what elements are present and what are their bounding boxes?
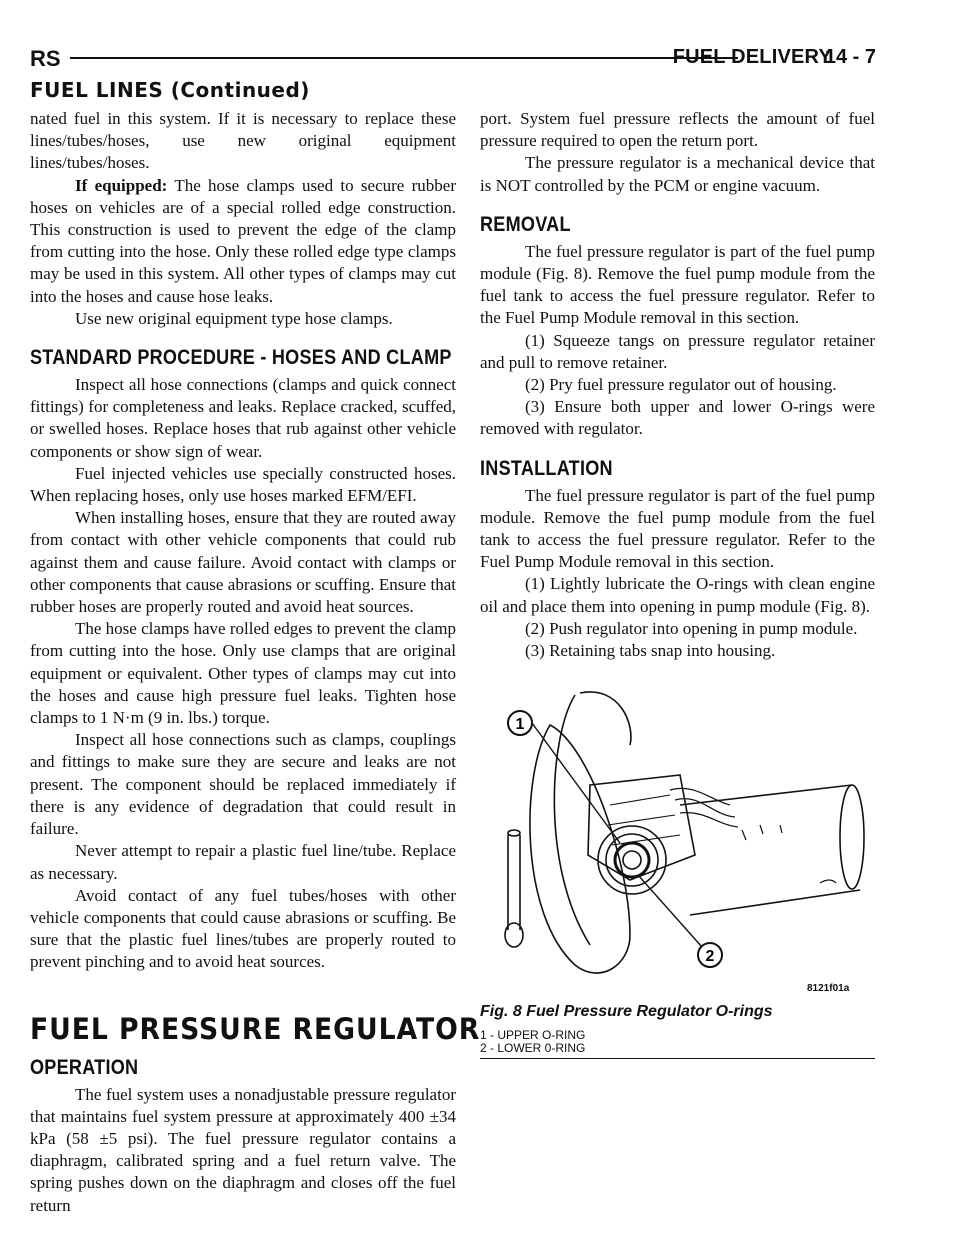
step: (2) Push regulator into opening in pump module.: [525, 618, 858, 638]
paragraph: The fuel pressure regulator is part of the fuel pump module. Remove the fuel pump module from the fuel tank to access the fuel pressure regulator. Refer to the Fuel Pump Module removal in this section.: [480, 485, 875, 572]
paragraph-text: The hose clamps used to secure rubber hoses on vehicles are of a special rolled edge construction. This construction is used to prevent the edge of the clamp from cutting into the hose. Only these rolled edge type clamps may be used in this system. All other types of clamps may cut into the hoses and cause hose leaks.: [30, 175, 456, 306]
heading-operation: OPERATION: [30, 1055, 139, 1079]
legend-item-2: 2 - LOWER 0-RING: [480, 1041, 586, 1055]
paragraph: Use new original equipment type hose clamps.: [75, 308, 393, 328]
paragraph: The fuel pressure regulator is part of the fuel pump module (Fig. 8). Remove the fuel pump module from the fuel tank to access the fuel pressure regulator. Refer to the Fuel Pump Module removal in this section.: [480, 241, 875, 328]
paragraph: The fuel system uses a nonadjustable pressure regulator that maintains fuel system pressure at approximately 400 ±34 kPa (58 ±5 psi). The fuel pressure regulator contains a diaphragm, calibrated spring and a fuel return valve. The spring pushes down on the diaphragm and closes off the fuel return: [30, 1084, 456, 1215]
step: (2) Pry fuel pressure regulator out of housing.: [525, 375, 837, 395]
legend-item-1: 1 - UPPER O-RING: [480, 1028, 586, 1042]
bold-lead: If equipped:: [75, 175, 168, 195]
paragraph: Avoid contact of any fuel tubes/hoses with other vehicle components that could cause abrasions or scuffing. Be sure that the plastic fuel lines/tubes are properly routed to prevent pinching and to avoid heat sources.: [30, 885, 456, 972]
paragraph: Never attempt to repair a plastic fuel line/tube. Replace as necessary.: [30, 841, 456, 883]
heading-standard-procedure: STANDARD PROCEDURE - HOSES AND CLAMP: [30, 346, 452, 370]
step: (3) Retaining tabs snap into housing.: [525, 641, 776, 661]
paragraph: nated fuel in this system. If it is necessary to replace these lines/tubes/hoses, use new original equipment lines/tubes/hoses.: [30, 109, 456, 173]
right-column: [480, 108, 875, 662]
legend-rule: [480, 1058, 875, 1059]
paragraph: When installing hoses, ensure that they are routed away from contact with other vehicle components that could rub against them and cause failure. Avoid contact with clamps or other components that cause abrasions or scuffing. Ensure that rubber hoses are properly routed and avoid heat sources.: [30, 508, 456, 617]
paragraph: [30, 175, 456, 308]
header-title-block: [673, 46, 832, 69]
continued-title: FUEL LINES (Continued): [30, 78, 310, 102]
paragraph: Fuel injected vehicles use specially constructed hoses. When replacing hoses, only use hoses marked EFM/EFI.: [30, 463, 456, 506]
header-page-number: 14 - 7: [824, 46, 876, 68]
figure-caption: Fig. 8 Fuel Pressure Regulator O-rings: [480, 1003, 773, 1020]
figure-fuel-pressure-regulator: [480, 665, 875, 985]
callout-1: 1: [515, 716, 525, 733]
header-section-code: RS: [30, 46, 61, 71]
paragraph: Inspect all hose connections (clamps and quick connect fittings) for completeness and leaks. Replace cracked, scuffed, or swelled hoses. Replace hoses that rub against other vehicle components or show sign of wear.: [30, 375, 456, 461]
heading-fuel-pressure-regulator: FUEL PRESSURE REGULATOR: [30, 1011, 481, 1046]
step: (1) Squeeze tangs on pressure regulator retainer and pull to remove retainer.: [480, 330, 875, 372]
paragraph: The pressure regulator is a mechanical device that is NOT controlled by the PCM or engine vacuum.: [480, 153, 875, 195]
figure-legend: [480, 1029, 585, 1055]
step: (1) Lightly lubricate the O-rings with clean engine oil and place them into opening in pump module (Fig. 8).: [480, 574, 875, 616]
paragraph: Inspect all hose connections such as clamps, couplings and fittings to make sure they are secure and leaks are not present. The component should be replaced immediately if there is any evidence of degradation that could result in failure.: [30, 730, 456, 839]
left-column: [30, 108, 481, 1217]
heading-removal: REMOVAL: [480, 212, 571, 236]
callout-2: 2: [705, 948, 715, 965]
paragraph: The hose clamps have rolled edges to prevent the clamp from cutting into the hose. Only use clamps that are original equipment or equivalent. Other types of clamps may cut into the hoses and cause high pressure fuel leaks. Tighten hose clamps to 1 N·m (9 in. lbs.) torque.: [30, 619, 456, 728]
header-title: FUEL DELIVERY: [672, 46, 832, 68]
paragraph: port. System fuel pressure reflects the amount of fuel pressure required to open the return port.: [480, 109, 875, 151]
figure-id: 8121f01a: [807, 983, 850, 994]
heading-installation: INSTALLATION: [480, 456, 613, 480]
header-rule: [70, 57, 738, 59]
regulator-illustration: [480, 665, 875, 985]
step: (3) Ensure both upper and lower O-rings were removed with regulator.: [480, 397, 875, 439]
